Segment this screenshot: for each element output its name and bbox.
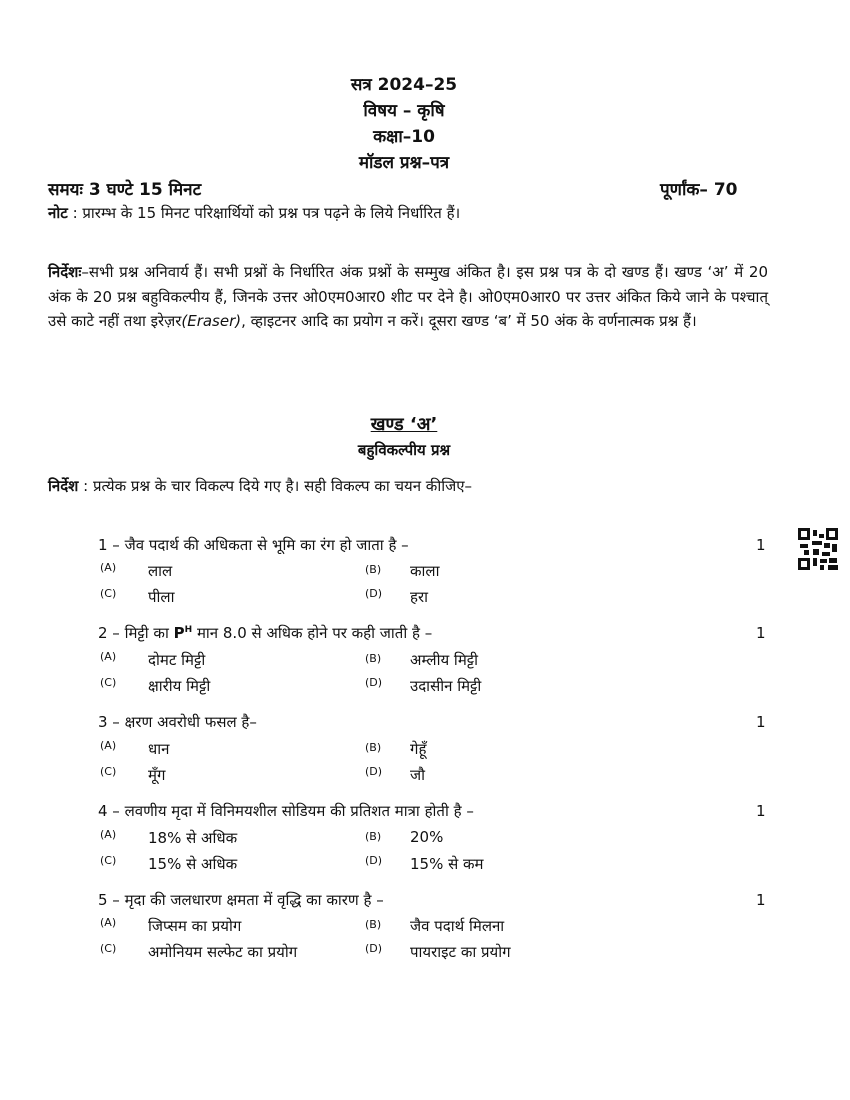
q3-option-a-text: धान xyxy=(148,740,170,758)
directive-label: निर्देश xyxy=(48,477,79,495)
q3-option-b-text: गेहूँ xyxy=(410,740,427,758)
q2-option-c-text: क्षारीय मिट्टी xyxy=(148,677,211,695)
q2-option-d-text: उदासीन मिट्टी xyxy=(410,677,482,695)
q5-option-a-text: जिप्सम का प्रयोग xyxy=(148,917,242,935)
question-5-marks: 1 xyxy=(756,891,766,909)
q5-option-d-text: पायराइट का प्रयोग xyxy=(410,943,511,961)
section-subtitle: बहुविकल्पीय प्रश्न xyxy=(357,441,451,459)
total-marks: पूर्णांक– 70 xyxy=(660,180,738,200)
q3-option-b-letter: (B) xyxy=(365,741,382,754)
q1-option-c-text: पीला xyxy=(148,588,175,606)
q2-option-c-letter: (C) xyxy=(100,676,117,689)
q1-option-d-text: हरा xyxy=(410,588,428,606)
note-text: : प्रारम्भ के 15 मिनट परिक्षार्थियों को प्रश्न पत्र पढ़ने के लिये निर्धारित हैं। xyxy=(72,204,461,222)
q1-option-b-text: काला xyxy=(410,562,440,580)
q4-option-c-text: 15% से अधिक xyxy=(148,855,238,873)
q1-option-a-text: लाल xyxy=(148,562,173,580)
q3-option-c-text: मूँग xyxy=(148,766,166,784)
question-2-text-b: मान 8.0 से अधिक होने पर कही जाती है – xyxy=(196,624,433,642)
question-1-marks: 1 xyxy=(756,536,766,554)
instructions-text-end: , व्हाइटनर आदि का प्रयोग न करें। दूसरा खण्ड ‘ब’ में 50 अंक के वर्णनात्मक प्रश्न हैं। xyxy=(241,312,697,330)
q4-option-a-letter: (A) xyxy=(100,828,117,841)
q2-option-d-letter: (D) xyxy=(365,676,383,689)
paper-heading: मॉडल प्रश्न–पत्र xyxy=(358,153,450,173)
note-label: नोट xyxy=(48,204,68,222)
question-2-ph: P xyxy=(173,624,185,642)
q5-option-c-text: अमोनियम सल्फेट का प्रयोग xyxy=(148,943,298,961)
q2-option-b-text: अम्लीय मिट्टी xyxy=(410,651,479,669)
question-2-ph-sup: H xyxy=(184,625,193,635)
q4-option-a-text: 18% से अधिक xyxy=(148,829,238,847)
q1-option-a-letter: (A) xyxy=(100,561,117,574)
q5-option-b-letter: (B) xyxy=(365,918,382,931)
time-label: समयः 3 घण्टे 15 मिनट xyxy=(48,180,202,200)
question-2-marks: 1 xyxy=(756,624,766,642)
q2-option-b-letter: (B) xyxy=(365,652,382,665)
directive-text: : प्रत्येक प्रश्न के चार विकल्प दिये गए है। सही विकल्प का चयन कीजिए– xyxy=(83,477,473,495)
question-3-text: 3 – क्षरण अवरोधी फसल है– xyxy=(98,713,257,731)
subject-heading: विषय – कृषि xyxy=(363,101,445,121)
q1-option-d-letter: (D) xyxy=(365,587,383,600)
q2-option-a-letter: (A) xyxy=(100,650,117,663)
qr-code xyxy=(798,528,838,570)
q3-option-c-letter: (C) xyxy=(100,765,117,778)
section-directive xyxy=(48,476,472,496)
q3-option-d-letter: (D) xyxy=(365,765,383,778)
class-heading: कक्षा–10 xyxy=(373,127,435,147)
section-title: खण्ड ‘अ’ xyxy=(370,414,438,435)
session-heading: सत्र 2024–25 xyxy=(350,75,458,95)
q4-option-b-text: 20% xyxy=(410,828,444,846)
q5-option-d-letter: (D) xyxy=(365,942,383,955)
question-1-text: 1 – जैव पदार्थ की अधिकता से भूमि का रंग हो जाता है – xyxy=(98,536,409,554)
q4-option-d-letter: (D) xyxy=(365,854,383,867)
q5-option-c-letter: (C) xyxy=(100,942,117,955)
question-4-text: 4 – लवणीय मृदा में विनिमयशील सोडियम की प्रतिशत मात्रा होती है – xyxy=(98,802,474,820)
question-3-marks: 1 xyxy=(756,713,766,731)
q4-option-d-text: 15% से कम xyxy=(410,855,484,873)
question-4-marks: 1 xyxy=(756,802,766,820)
eraser-text: (Eraser) xyxy=(181,312,242,330)
question-2-text xyxy=(98,623,432,643)
instructions-label: निर्देशः xyxy=(48,263,82,281)
q4-option-b-letter: (B) xyxy=(365,830,382,843)
question-2-text-a: 2 – मिट्टी का xyxy=(98,624,169,642)
q5-option-b-text: जैव पदार्थ मिलना xyxy=(410,917,505,935)
q2-option-a-text: दोमट मिट्टी xyxy=(148,651,206,669)
q1-option-c-letter: (C) xyxy=(100,587,117,600)
q1-option-b-letter: (B) xyxy=(365,563,382,576)
instructions-paragraph xyxy=(48,260,768,334)
instructions-text: –सभी प्रश्न अनिवार्य हैं। सभी प्रश्नों के निर्धारित अंक प्रश्नों के सम्मुख अंकित है। इस प्रश्न पत्र के दो खण्ड हैं। खण्ड ‘अ’ में 20 अंक के 20 प्रश्न बहुविकल्पीय हैं, जिनके उत्तर ओ0एम0आर0 शीट पर देने है। ओ0एम0आर0 पर उत्तर अंकित किये जाने के पश्चात् उसे काटे नहीं तथा इरेज़र xyxy=(48,263,768,330)
note-line xyxy=(48,203,460,223)
question-5-text: 5 – मृदा की जलधारण क्षमता में वृद्धि का कारण है – xyxy=(98,891,384,909)
q5-option-a-letter: (A) xyxy=(100,916,117,929)
q3-option-a-letter: (A) xyxy=(100,739,117,752)
q3-option-d-text: जौ xyxy=(410,766,426,784)
q4-option-c-letter: (C) xyxy=(100,854,117,867)
